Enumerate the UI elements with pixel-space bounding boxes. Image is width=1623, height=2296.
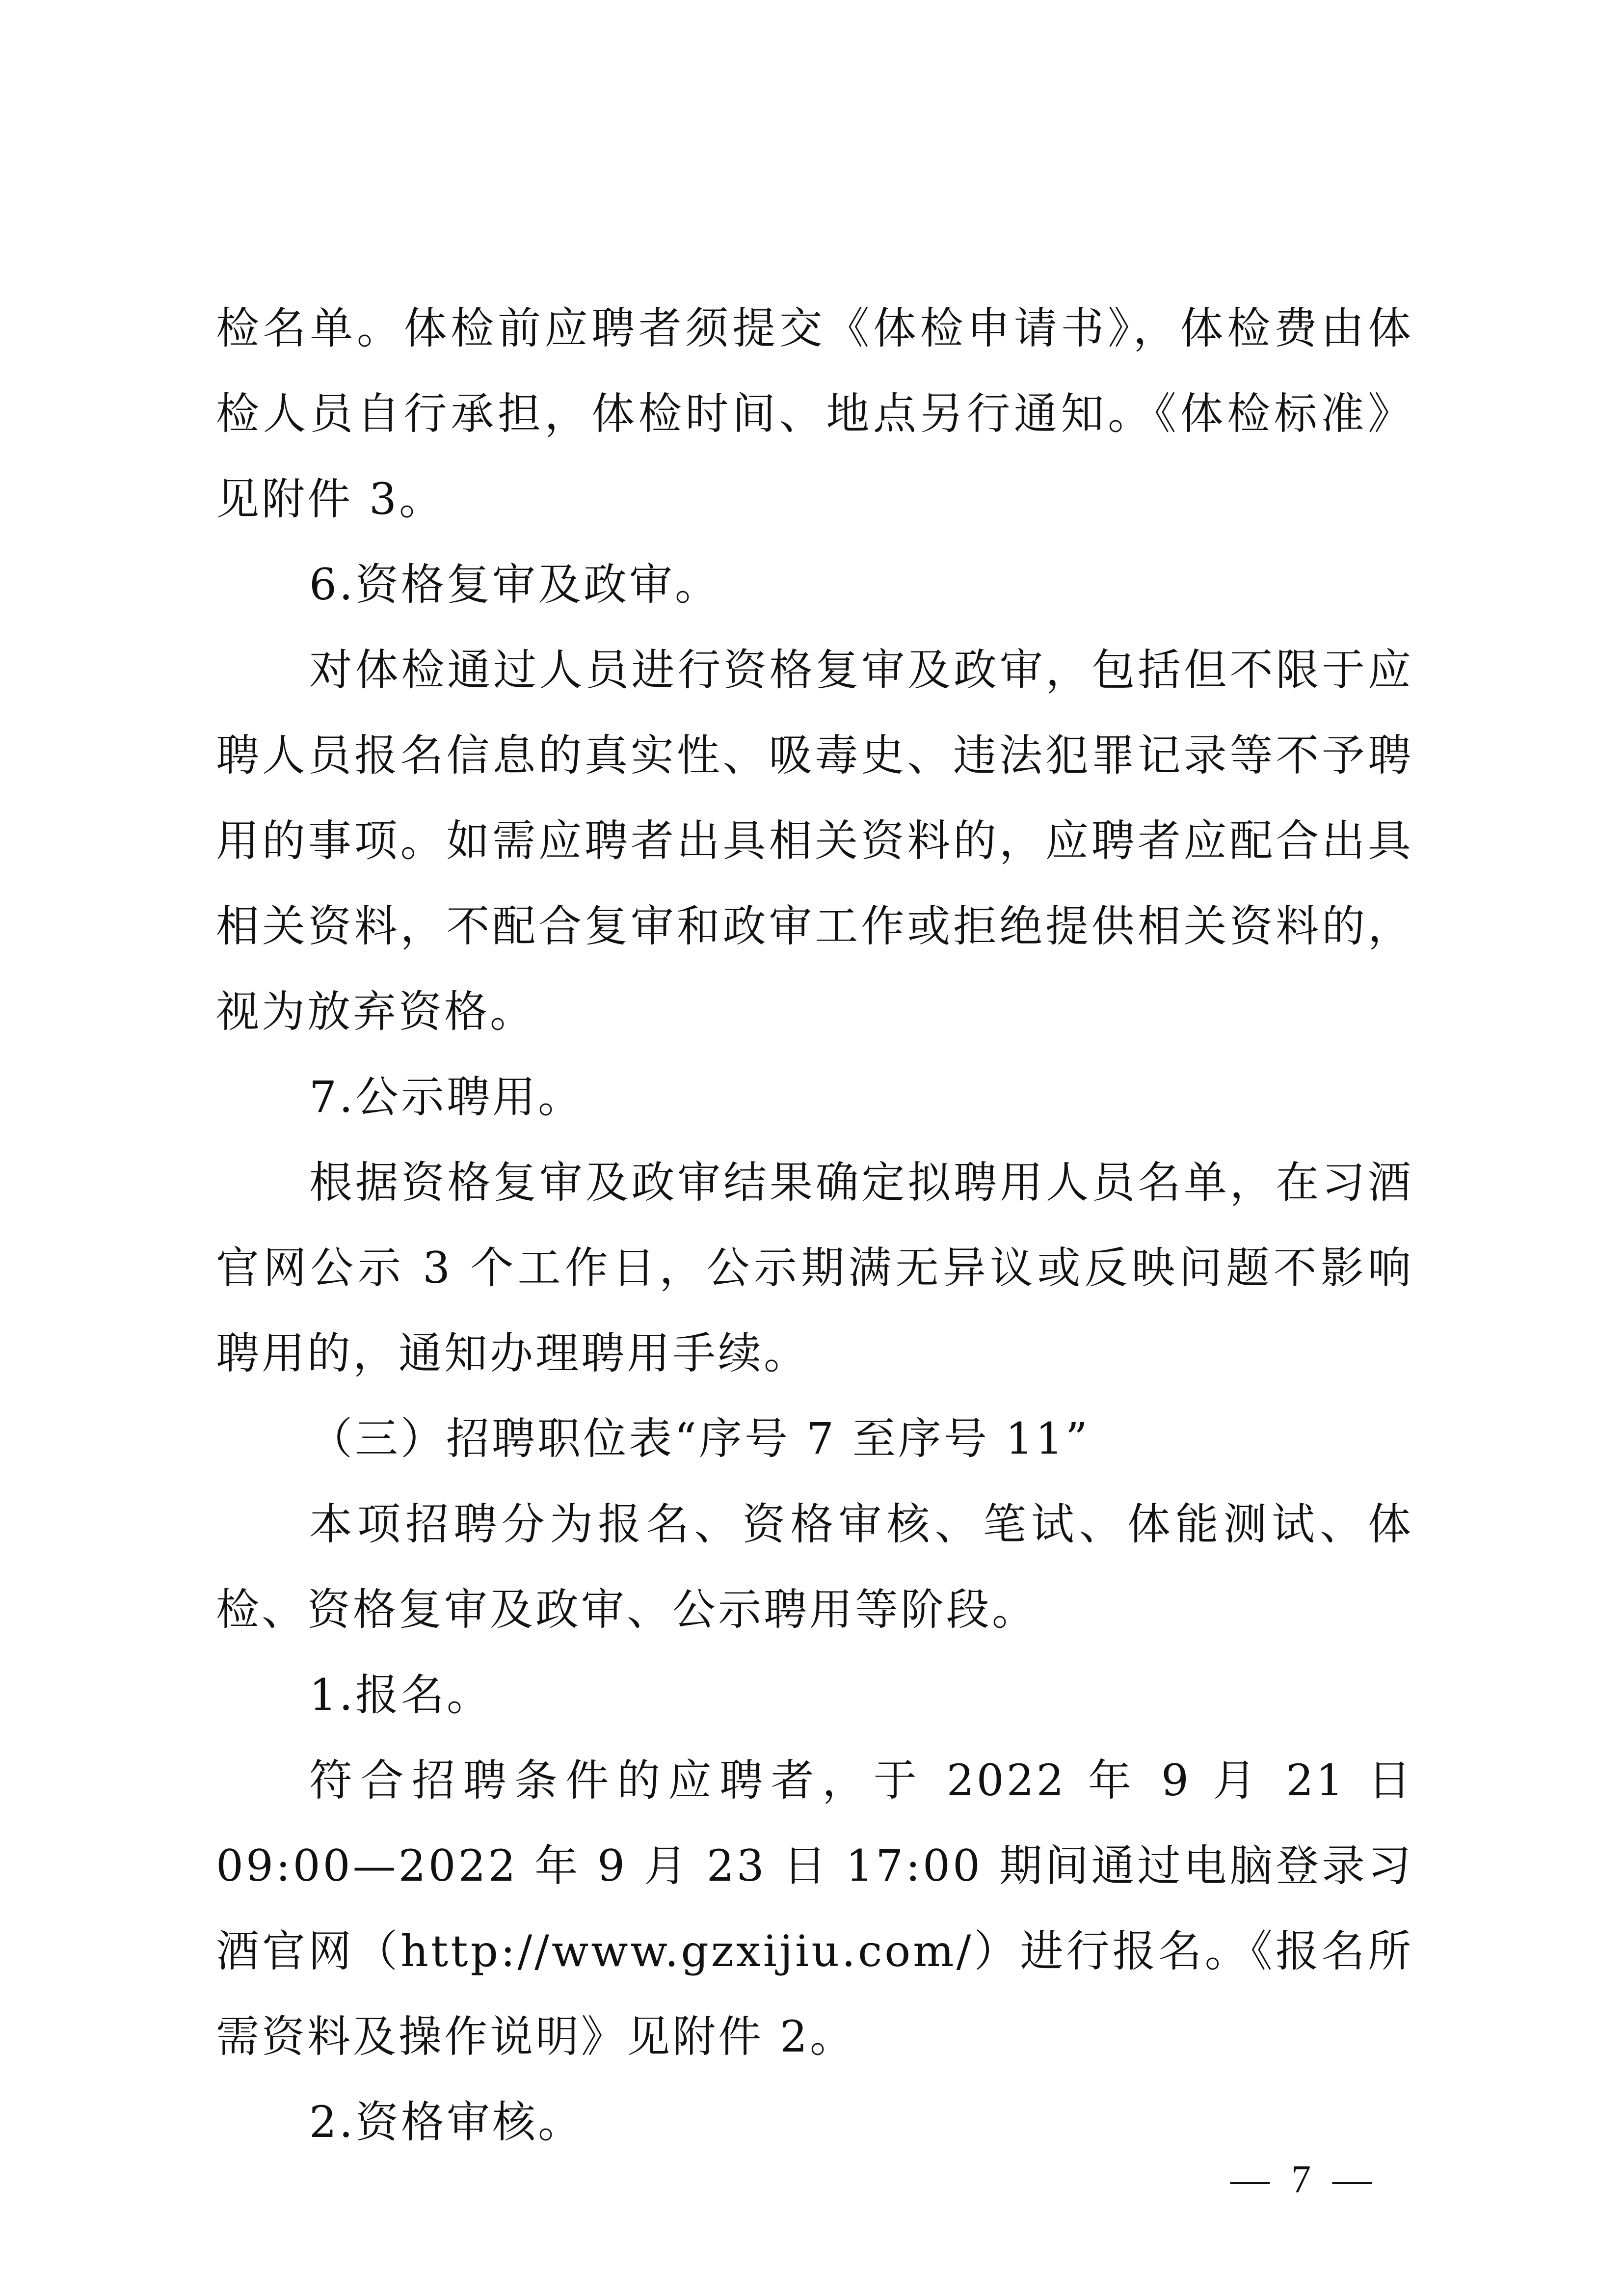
paragraph-qualification-review: 对体检通过人员进行资格复审及政审，包括但不限于应聘人员报名信息的真实性、吸毒史、违法犯罪记录等不予聘用的事项。如需应聘者出具相关资料的，应聘者应配合出具相关资料，不配合复审和政审工作或拒绝提供相关资料的，视为放弃资格。 — [216, 645, 1413, 1037]
section-heading-positions-7-11: （三）招聘职位表“序号 7 至序号 11” — [309, 1413, 1090, 1464]
paragraph-recruitment-stages: 本项招聘分为报名、资格审核、笔试、体能测试、体检、资格复审及政审、公示聘用等阶段。 — [216, 1499, 1413, 1635]
heading-registration: 1.报名。 — [309, 1670, 492, 1720]
heading-qualification-review: 6.资格复审及政审。 — [309, 559, 720, 610]
page-number: — 7 — — [1230, 2158, 1378, 2201]
body-text — [216, 286, 1413, 2165]
heading-qualification-audit: 2.资格审核。 — [309, 2097, 584, 2147]
heading-publicity-employment: 7.公示聘用。 — [309, 1072, 584, 1122]
paragraph-registration: 符合招聘条件的应聘者，于 2022 年 9 月 21 日 09:00—2022 年 9 月 23 日 17:00 期间通过电脑登录习酒官网（http://www.gzxijiu.com/）进行报名。《报名所需资料及操作说明》见附件 2。 — [216, 1755, 1413, 2062]
paragraph-physical-exam-list: 检名单。体检前应聘者须提交《体检申请书》，体检费由体检人员自行承担，体检时间、地点另行通知。《体检标准》见附件 3。 — [216, 303, 1413, 524]
paragraph-publicity-employment: 根据资格复审及政审结果确定拟聘用人员名单，在习酒官网公示 3 个工作日，公示期满无异议或反映问题不影响聘用的，通知办理聘用手续。 — [216, 1157, 1413, 1378]
